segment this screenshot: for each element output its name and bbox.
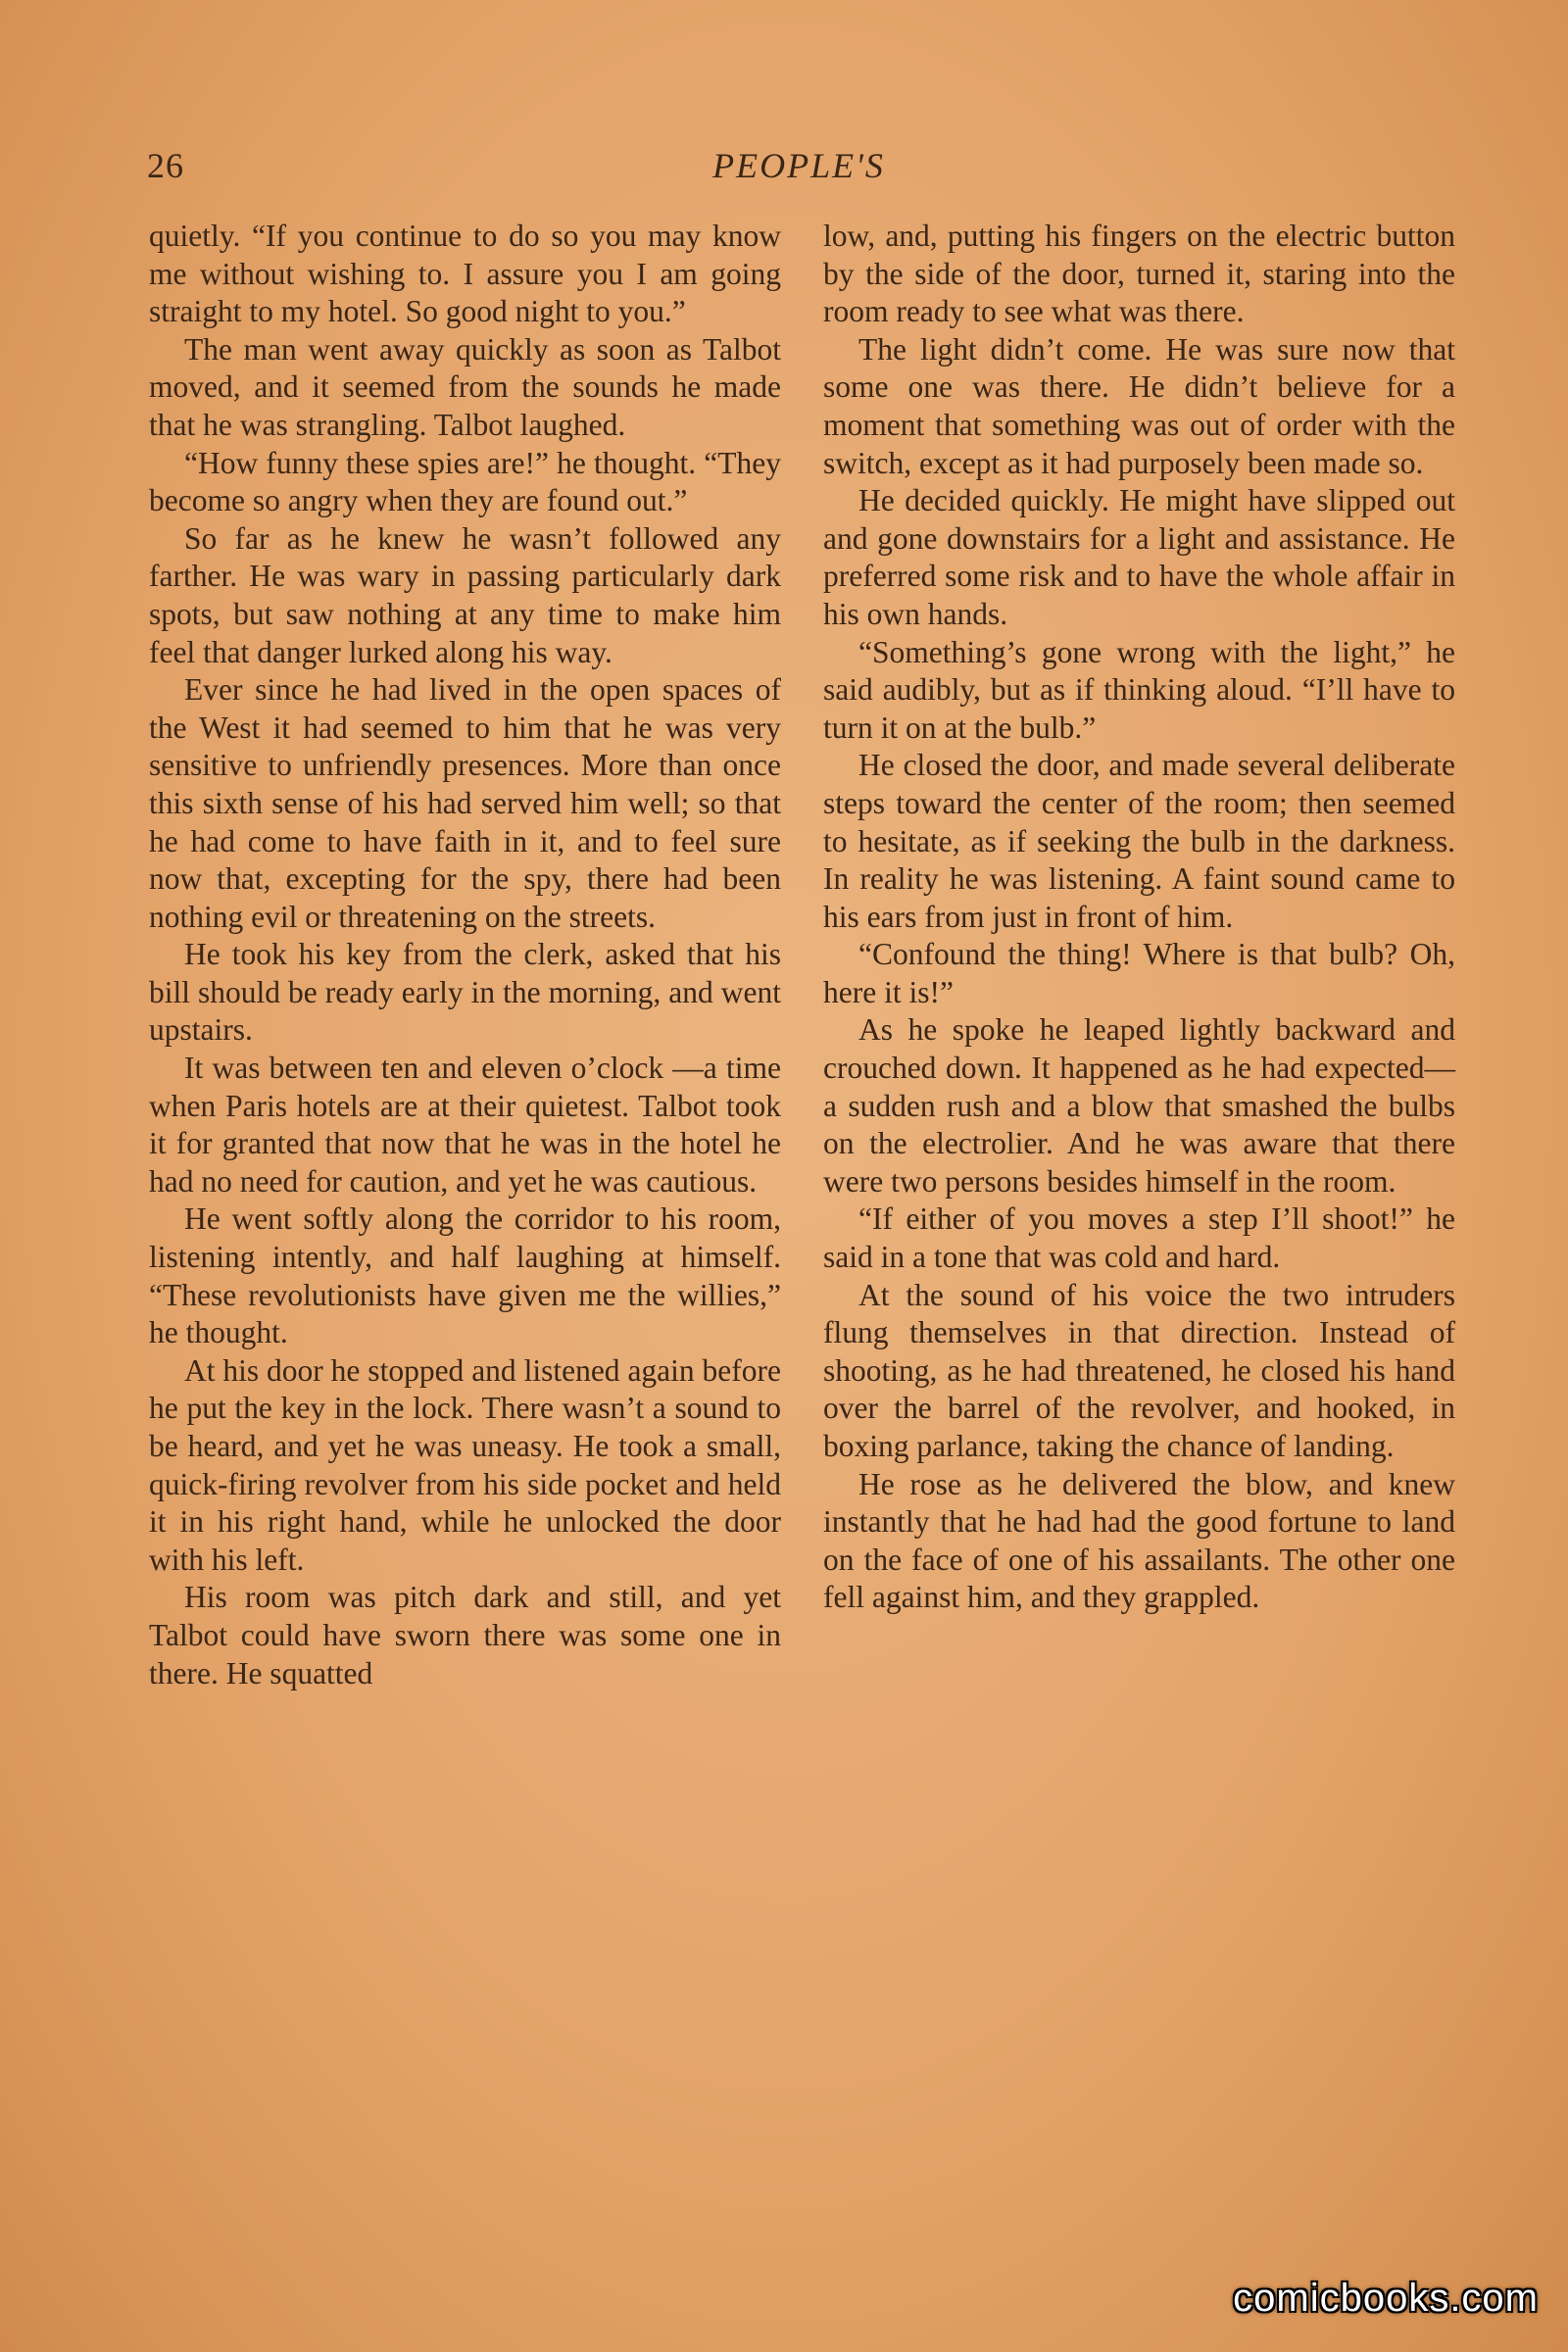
paragraph: low, and, putting his fingers on the electric button by the side of the door, turned it, staring into the room ready to see what was there. [823,219,1455,329]
running-head: PEOPLE'S [712,146,885,185]
paragraph: His room was pitch dark and still, and yet Talbot could have sworn there was some one in there. He squatted [149,1580,781,1690]
paragraph: It was between ten and eleven o’clock —a time when Paris hotels are at their quietest. Talbot took it for granted that now that he was in the hotel he had no need for caution, and yet he was cautious. [149,1051,781,1199]
paragraph: At the sound of his voice the two intruders flung themselves in that direction. Instead of shooting, as he had threatened, he closed his hand over the barrel of the revolver, and hooked, in boxing parlance, taking the chance of landing. [823,1277,1455,1463]
right-column [823,218,1455,1617]
paragraph: “If either of you moves a step I’ll shoot!” he said in a tone that was cold and hard. [823,1201,1455,1275]
paragraph: He closed the door, and made several deliberate steps toward the center of the room; then seemed to hesitate, as if seeking the bulb in the darkness. In reality he was listening. A faint sound came to his ears from just in front of him. [823,748,1455,934]
paragraph: At his door he stopped and listened again before he put the key in the lock. There wasn’t a sound to be heard, and yet he was uneasy. He took a small, quick-firing revolver from his side pocket and held it in his right hand, while he unlocked the door with his left. [149,1352,781,1577]
paragraph: The man went away quickly as soon as Talbot moved, and it seemed from the sounds he made that he was strangling. Talbot laughed. [149,331,781,442]
paragraph: He rose as he delivered the blow, and knew instantly that he had had the good fortune to land on the face of one of his assailants. The other one fell against him, and they grappled. [823,1466,1455,1615]
paragraph: “Something’s gone wrong with the light,” he said audibly, but as if thinking aloud. “I’ll have to turn it on at the bulb.” [823,634,1455,745]
page-header [147,145,1450,194]
page-number: 26 [147,146,184,185]
paragraph: “How funny these spies are!” he thought. “They become so angry when they are found out.” [149,445,781,518]
paragraph: quietly. “If you continue to do so you may know me without wishing to. I assure you I am going straight to my hotel. So good night to you.” [149,219,781,329]
paragraph: He decided quickly. He might have slipped out and gone downstairs for a light and assistance. He preferred some risk and to have the whole affair in his own hands. [823,483,1455,631]
paragraph: Ever since he had lived in the open spaces of the West it had seemed to him that he was very sensitive to unfriendly presences. More than once this sixth sense of his had served him well; so that he had come to have faith in it, and to feel sure now that, excepting for the spy, there had been nothing evil or threatening on the streets. [149,672,781,934]
watermark: comicbooks.com [1233,2277,1539,2320]
paragraph: The light didn’t come. He was sure now that some one was there. He didn’t believe for a moment that something was out of order with the switch, except as it had purposely been made so. [823,331,1455,480]
paragraph: As he spoke he leaped lightly backward and crouched down. It happened as he had expected—a sudden rush and a blow that smashed the bulbs on the electrolier. And he was aware that there were two persons besides himself in the room. [823,1012,1455,1199]
left-column [149,218,781,1692]
paragraph: He went softly along the corridor to his room, listening intently, and half laughing at himself. “These revolutionists have given me the willies,” he thought. [149,1201,781,1350]
paragraph: So far as he knew he wasn’t followed any farther. He was wary in passing particularly dark spots, but saw nothing at any time to make him feel that danger lurked along his way. [149,520,781,669]
paragraph: He took his key from the clerk, asked that his bill should be ready early in the morning, and went upstairs. [149,937,781,1048]
paragraph: “Confound the thing! Where is that bulb? Oh, here it is!” [823,937,1455,1009]
